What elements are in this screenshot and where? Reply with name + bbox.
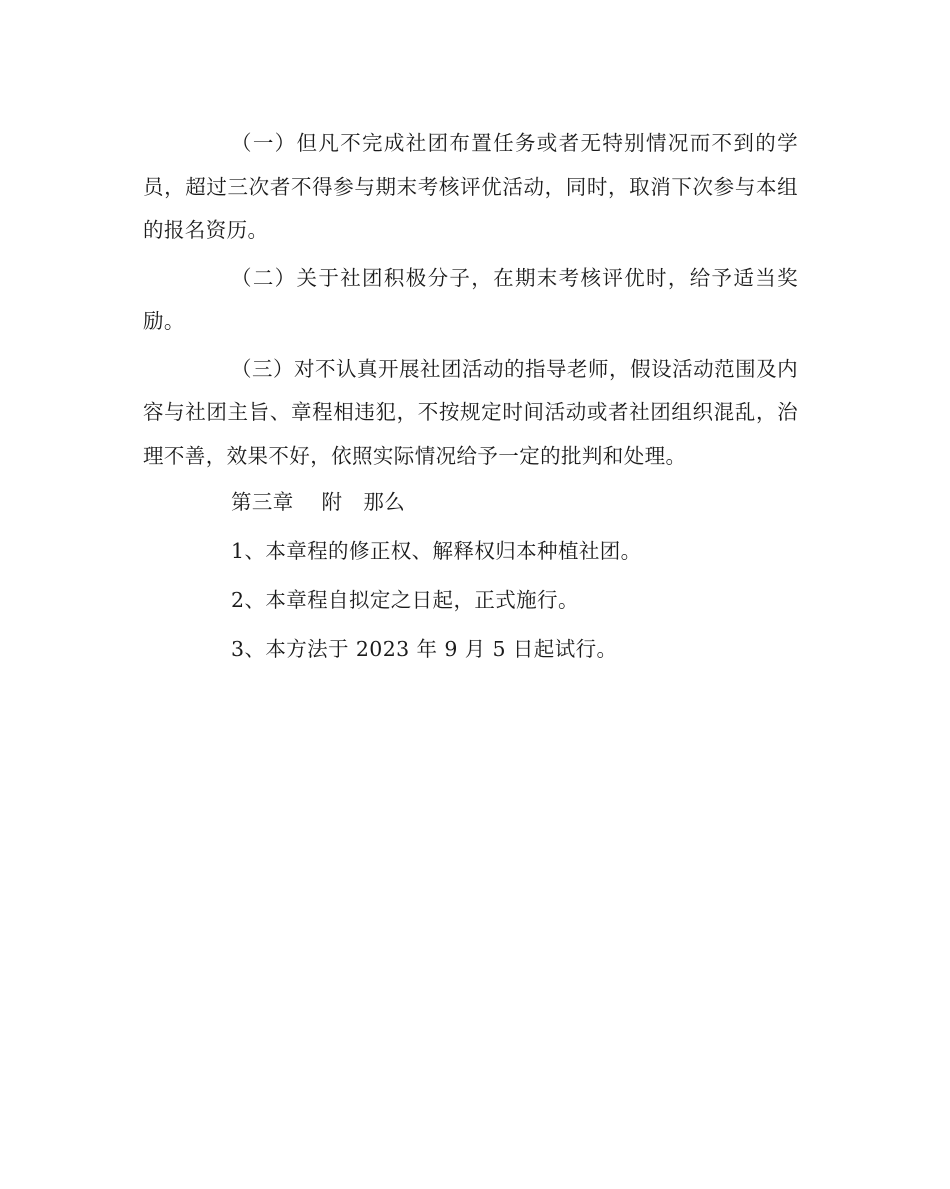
paragraph-rule-2: （二）关于社团积极分子，在期末考核评优时，给予适当奖励。 [143,265,798,333]
list-item-1: 1、本章程的修正权、解释权归本种植社团。 [231,539,642,563]
list-item-2: 2、本章程自拟定之日起，正式施行。 [231,588,579,612]
paragraph-rule-3: （三）对不认真开展社团活动的指导老师，假设活动范围及内容与社团主旨、章程相违犯，不按规定时间活动或者社团组织混乱，治理不善，效果不好，依照实际情况给予一定的批判和处理。 [143,356,798,468]
list-item-3: 3、本方法于 2023 年 9 月 5 日起试行。 [231,637,618,661]
paragraph-rule-1: （一）但凡不完成社团布置任务或者无特别情况而不到的学员，超过三次者不得参与期末考核评优活动，同时，取消下次参与本组的报名资历。 [143,131,798,242]
chapter-heading: 第三章 附 那么 [231,490,406,514]
document-body [143,122,798,674]
